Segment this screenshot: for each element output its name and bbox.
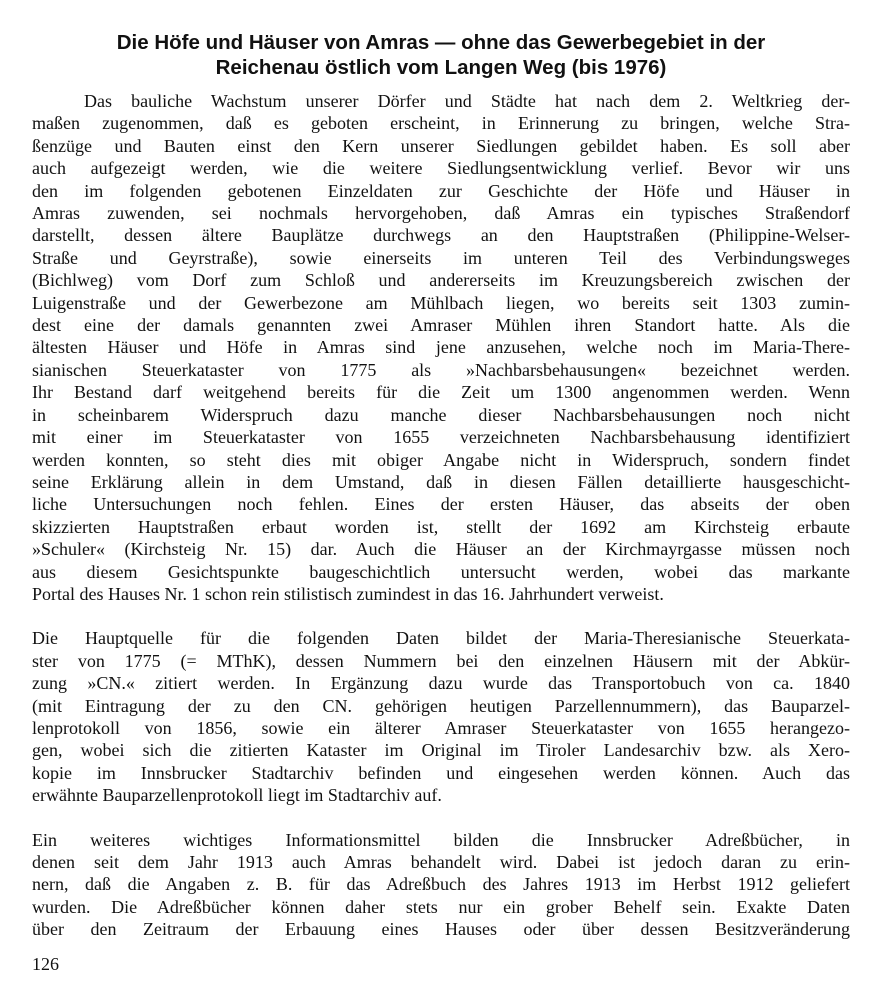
text-line: lenprotokoll von 1856, sowie ein älterer Amraser Steuerkataster von 1655 herangezo- <box>32 717 850 738</box>
text-line: erwähnte Bauparzellenprotokoll liegt im Stadtarchiv auf. <box>32 785 442 806</box>
paragraph-address-books <box>32 829 850 941</box>
text-line: werden konnten, so steht dies mit obiger Angabe nicht in Widerspruch, sondern findet <box>32 449 850 470</box>
text-line: über den Zeitraum der Erbauung eines Hauses oder über dessen Besitzveränderung <box>32 919 850 940</box>
text-line: seine Erklärung allein in dem Umstand, daß in diesen Fällen detaillierte hausgeschicht- <box>32 471 850 492</box>
text-line: (Bichlweg) vom Dorf zum Schloß und andererseits im Kreuzungsbereich zwischen der <box>32 270 850 291</box>
page-body <box>32 30 850 941</box>
paragraph-spacer <box>32 605 850 627</box>
text-line: wurden. Die Adreßbücher können daher stets nur ein grober Behelf sein. Exakte Daten <box>32 896 850 917</box>
text-line: Ein weiteres wichtiges Informationsmittel bilden die Innsbrucker Adreßbücher, in <box>32 829 850 850</box>
text-line: dest eine der damals genannten zwei Amraser Mühlen ihren Standort hatte. Als die <box>32 315 850 336</box>
text-line: liche Untersuchungen noch fehlen. Eines der ersten Häuser, das abseits der oben <box>32 494 850 515</box>
text-line: ster von 1775 (= MThK), dessen Nummern bei den einzelnen Häusern mit der Abkür- <box>32 650 850 671</box>
text-line: nern, daß die Angaben z. B. für das Adreßbuch des Jahres 1913 im Herbst 1912 geliefert <box>32 874 850 895</box>
text-line: maßen zugenommen, daß es geboten erscheint, in Erinnerung zu bringen, welche Stra- <box>32 113 850 134</box>
text-line: mit einer im Steuerkataster von 1655 verzeichneten Nachbarsbehausung identifiziert <box>32 427 850 448</box>
text-line: skizzierten Hauptstraßen erbaut worden ist, stellt der 1692 am Kirchsteig erbaute <box>32 516 850 537</box>
chapter-title-line-1: Die Höfe und Häuser von Amras — ohne das Gewerbegebiet in der <box>116 31 766 54</box>
chapter-title-line-2: Reichenau östlich vom Langen Weg (bis 1976) <box>215 56 667 79</box>
text-line: Amras zuwenden, sei nochmals hervorgehoben, daß Amras ein typisches Straßendorf <box>32 203 850 224</box>
text-line: Die Hauptquelle für die folgenden Daten bildet der Maria-Theresianische Steuerkata- <box>32 628 850 649</box>
text-line: darstellt, dessen ältere Bauplätze durchwegs an den Hauptstraßen (Philippine-Welser- <box>32 225 850 246</box>
text-line: in scheinbarem Widerspruch dazu manche dieser Nachbarsbehausungen noch nicht <box>32 404 850 425</box>
text-line: ßenzüge und Bauten einst den Kern unserer Siedlungen gebildet haben. Es soll aber <box>32 135 850 156</box>
text-line: denen seit dem Jahr 1913 auch Amras behandelt wird. Dabei ist jedoch daran zu erin- <box>32 852 850 872</box>
text-line: »Schuler« (Kirchsteig Nr. 15) dar. Auch die Häuser an der Kirchmayrgasse müssen noch <box>32 539 850 560</box>
page-number: 126 <box>32 954 59 974</box>
text-line: Portal des Hauses Nr. 1 schon rein stilistisch zumindest in das 16. Jahrhundert verweist. <box>32 583 664 604</box>
paragraph-intro <box>32 90 850 605</box>
text-line: zung »CN.« zitiert werden. In Ergänzung dazu wurde das Transportobuch von ca. 1840 <box>32 673 850 694</box>
chapter-title <box>32 30 850 80</box>
text-line: Ihr Bestand darf weitgehend bereits für die Zeit um 1300 angenommen werden. Wenn <box>32 382 850 403</box>
text-line: (mit Eintragung der zu den CN. gehörigen heutigen Parzellennummern), das Bauparzel- <box>32 695 850 716</box>
paragraph-sources <box>32 627 850 806</box>
text-line: aus diesem Gesichtspunkte baugeschichtlich untersucht werden, wobei das markante <box>32 561 850 582</box>
text-line: ältesten Häuser und Höfe in Amras sind jene anzusehen, welche noch im Maria-There- <box>32 337 850 358</box>
paragraph-spacer <box>32 807 850 829</box>
text-line: Luigenstraße und der Gewerbezone am Mühlbach liegen, wo bereits seit 1303 zumin- <box>32 292 850 313</box>
text-line: kopie im Innsbrucker Stadtarchiv befinden und eingesehen werden können. Auch das <box>32 762 850 783</box>
text-line: Straße und Geyrstraße), sowie einerseits im unteren Teil des Verbindungsweges <box>32 247 850 268</box>
text-line: Das bauliche Wachstum unserer Dörfer und Städte hat nach dem 2. Weltkrieg der- <box>84 91 850 111</box>
text-line: gen, wobei sich die zitierten Kataster im Original im Tiroler Landesarchiv bzw. als Xero- <box>32 740 850 761</box>
text-line: den im folgenden gebotenen Einzeldaten zur Geschichte der Höfe und Häuser in <box>32 180 850 201</box>
text-line: auch aufgezeigt werden, wie die weitere Siedlungsentwicklung verlief. Bevor wir uns <box>32 158 850 179</box>
text-line: sianischen Steuerkataster von 1775 als »Nachbarsbehausungen« bezeichnet werden. <box>32 359 850 380</box>
